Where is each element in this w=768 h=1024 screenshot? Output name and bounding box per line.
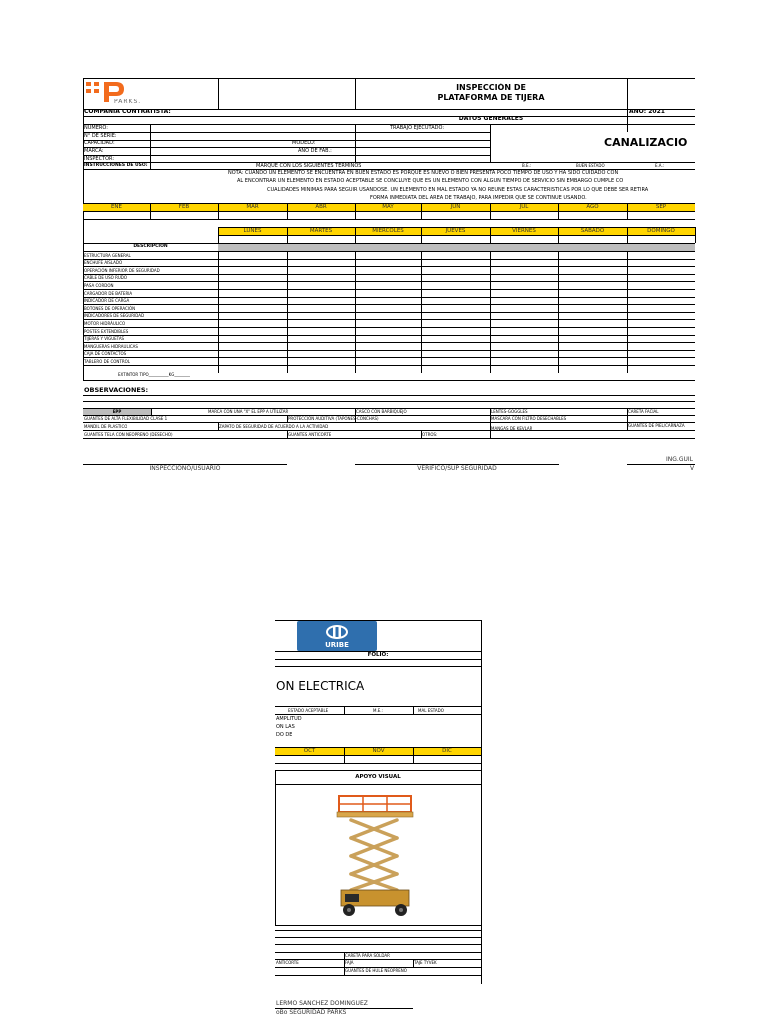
epp-item-guantes-tela: GUANTES TELA CON NEOPRENO (DESECHO) [84,432,173,437]
epp-item-mandil: MANDIL DE PLASTICO [84,424,128,429]
mal-estado-label: MAL ESTADO [418,708,444,713]
inspector-label: INSPECTOR: [84,156,115,162]
day-miercoles: MIERCOLES [372,228,404,234]
buen-estado-label: BUEN ESTADO [576,163,605,168]
ea-label: E.A.: [655,163,665,168]
folio-label: FOLIO: [367,652,389,658]
epp-label: EPP [112,409,122,414]
month-may: MAY [382,204,394,210]
checklist-item: OPERACIÓN INFERIOR DE SEGURIDAD [84,267,160,273]
day-domingo: DOMINGO [647,228,675,234]
checklist-item: MOTOR HIDRÁULICO [84,320,126,326]
epp-item-zapato: ZAPATO DE SEGURIDAD DE ACUERDO A LA ACTIVIDAD [219,424,329,429]
month-jun: JUN [450,204,461,210]
checklist-item: POSTES EXTENDIBLES [84,328,129,334]
note-line2: AL ENCONTRAR UN ELEMENTO EN ESTADO ACEPTABLE SE CONCLUYE QUE ES UN ELEMENTO CON ALGUN TIEMPO DE SERVICIO SIN EMBARGO CUMPLE CO [237,178,624,184]
epp-item-anticorte-cont: ANTICORTE [276,960,299,965]
month-feb: FEB [178,204,190,210]
extintor-label: EXTINTOR TIPO__________KG________ [118,372,191,377]
month-dic: DIC [442,748,452,754]
epp-item-mangas: MANGAS DE KEVLAR [491,426,533,431]
me-label: M.E.: [373,708,383,713]
v-label: V [690,465,695,472]
marca-label: MARCA: [84,148,104,154]
parks-logo-text: PARKS. [114,99,142,105]
descripcion-heading: DESCRIPCIÓN [133,244,168,249]
form-title-line1: INSPECCIÓN DE [456,83,526,92]
checklist-item: TIJERAS Y VIGUETAS [84,336,125,342]
epp-item-taje-tyvek: TAJE TYVEK [414,960,437,965]
anio-fab-label: AÑO DE FAB.: [298,148,332,154]
marque-label: MARQUE CON LOS SIGUIENTES TERMINOS [256,163,362,169]
checklist-item: CAJA DE CONTACTOS [84,351,127,357]
note-line4: FORMA INMEDIATA DEL ÁREA DE TRABAJO, PARA IMPEDIR QUE SE CONTINUE USANDO. [370,195,587,201]
company-label: COMPAÑIA CONTRATISTA: [84,109,171,115]
inspector-signature-label: INSPECCIONO/USUARIO [149,465,221,472]
day-jueves: JUEVES [445,228,466,234]
epp-item-guantes-piel: GUANTES DE PIEL/CARNAZA [628,423,685,428]
estado-aceptable-label: ESTADO ACEPTABLE [288,708,329,713]
epp-instruction: MARCA CON UNA "X" EL EPP A UTILIZAR [208,409,289,414]
month-ene: ENE [110,204,123,210]
checklist-item: ENCHUFE AISLADO [84,260,123,266]
canalizacion-title: CANALIZACIO [604,136,688,149]
month-nov: NOV [372,748,385,754]
uribe-logo-text: URIBE [325,641,349,649]
epp-item-guantes-hule: GUANTES DE HULE NEOPRENO [345,968,407,973]
form-title-line2: PLATAFORMA DE TIJERA [437,93,545,102]
apoyo-visual-heading: APOYO VISUAL [355,774,401,780]
serie-label: N° DE SERIE: [84,133,117,139]
descripcion-gray-bar [218,244,695,251]
be-label: B.E.: [522,163,532,168]
checklist-item: BOTONES DE OPERACIÓN [84,305,136,311]
day-sabado: SABADO [580,228,605,234]
epp-item-otros: OTROS: [422,432,438,437]
ing-label: ING.GUIL [666,456,693,463]
checklist-item: CABLE DE USO RUDO [84,275,128,281]
epp-item-careta-soldar: CARETA PARA SOLDAR [345,953,390,958]
checklist-item: INDICADOR DE CARGA [84,298,130,304]
canalizacion-title-cont: ON ELECTRICA [276,679,365,693]
note-line1: NOTA: CUANDO UN ELEMENTO SE ENCUENTRA EN BUEN ESTADO ES PORQUE ES NUEVO O BIEN PRESENTA POCO TIEMPO DE USO Y HA SIDO CUIDADO CON [228,170,619,176]
note-cont1: AMPLITUD [276,716,302,722]
year-label: AÑO: 2021 [629,109,665,115]
month-sep: SEP [655,204,667,210]
note-cont2: ON LAS [276,724,295,730]
month-oct: OCT [303,748,316,754]
month-abr: ABR [315,204,327,210]
month-mar: MAR [246,204,259,210]
checklist-item: CARGADOR DE BATERIA [84,290,133,296]
checklist-item: INDICADORES DE SEGURIDAD [84,313,145,319]
day-martes: MARTES [309,228,333,234]
instrucciones-label: INSTRUCCIONES DE USO: [84,163,148,168]
day-viernes: VIERNES [512,228,536,234]
epp-item-guantes-alta: GUANTES DE ALTA FLEXIBILIDAD CLASE 1 [84,416,168,421]
capacidad-label: CAPACIDAD: [84,140,115,146]
modelo-label: MODELO: [292,140,316,146]
epp-item-casco: CASCO CON BARBIQUEJO [356,409,407,414]
signer-role: oBo SEGURIDAD PARKS [276,1009,347,1016]
epp-item-mascara: MASCARA CON FILTRO DESECHABLES [491,416,567,421]
numero-label: NÚMERO: [84,125,108,131]
checklist-item: MANGUERAS HIDRAULICAS [84,343,138,349]
checklist-item: PASA CORDON [84,282,114,288]
scissor-lift-image [335,790,415,920]
trabajo-label: TRABAJO EJECUTADO: [390,125,445,131]
checklist-item: TABLERO DE CONTROL [84,358,130,364]
epp-item-proteccion: PROTECCIÓN AUDITIVA (TAPONES-CONCHAS) [288,416,379,421]
note-line3: CUALIDADES MINIMAS PARA SEGUIR USANDOSE. UN ELEMENTO EN MAL ESTADO YA NO REUNE ESTAS CARACTERISTICAS POR LO QUE DEBE SER RETIRA [267,187,649,193]
epp-item-lentes: LENTES-GOGGLES [491,409,528,414]
month-jul: JUL [519,204,529,210]
checklist-item: ESTRUCTURA GENERAL [84,252,131,258]
epp-item-anticorte: GUANTES ANTICORTE [288,432,332,437]
signer-name: LERMO SANCHEZ DOMINGUEZ [276,1000,368,1007]
epp-item-faja: FAJA [345,960,354,965]
observaciones-label: OBSERVACIONES: [84,386,149,394]
general-data-heading: DATOS GENERALES [458,116,524,122]
verifico-signature-label: VERIFICO/SUP SEGURIDAD [417,465,497,472]
epp-item-careta: CARETA FACIAL [628,409,659,414]
day-lunes: LUNES [243,228,262,234]
month-ago: AGO [586,204,599,210]
note-cont3: DO DE [276,732,293,738]
